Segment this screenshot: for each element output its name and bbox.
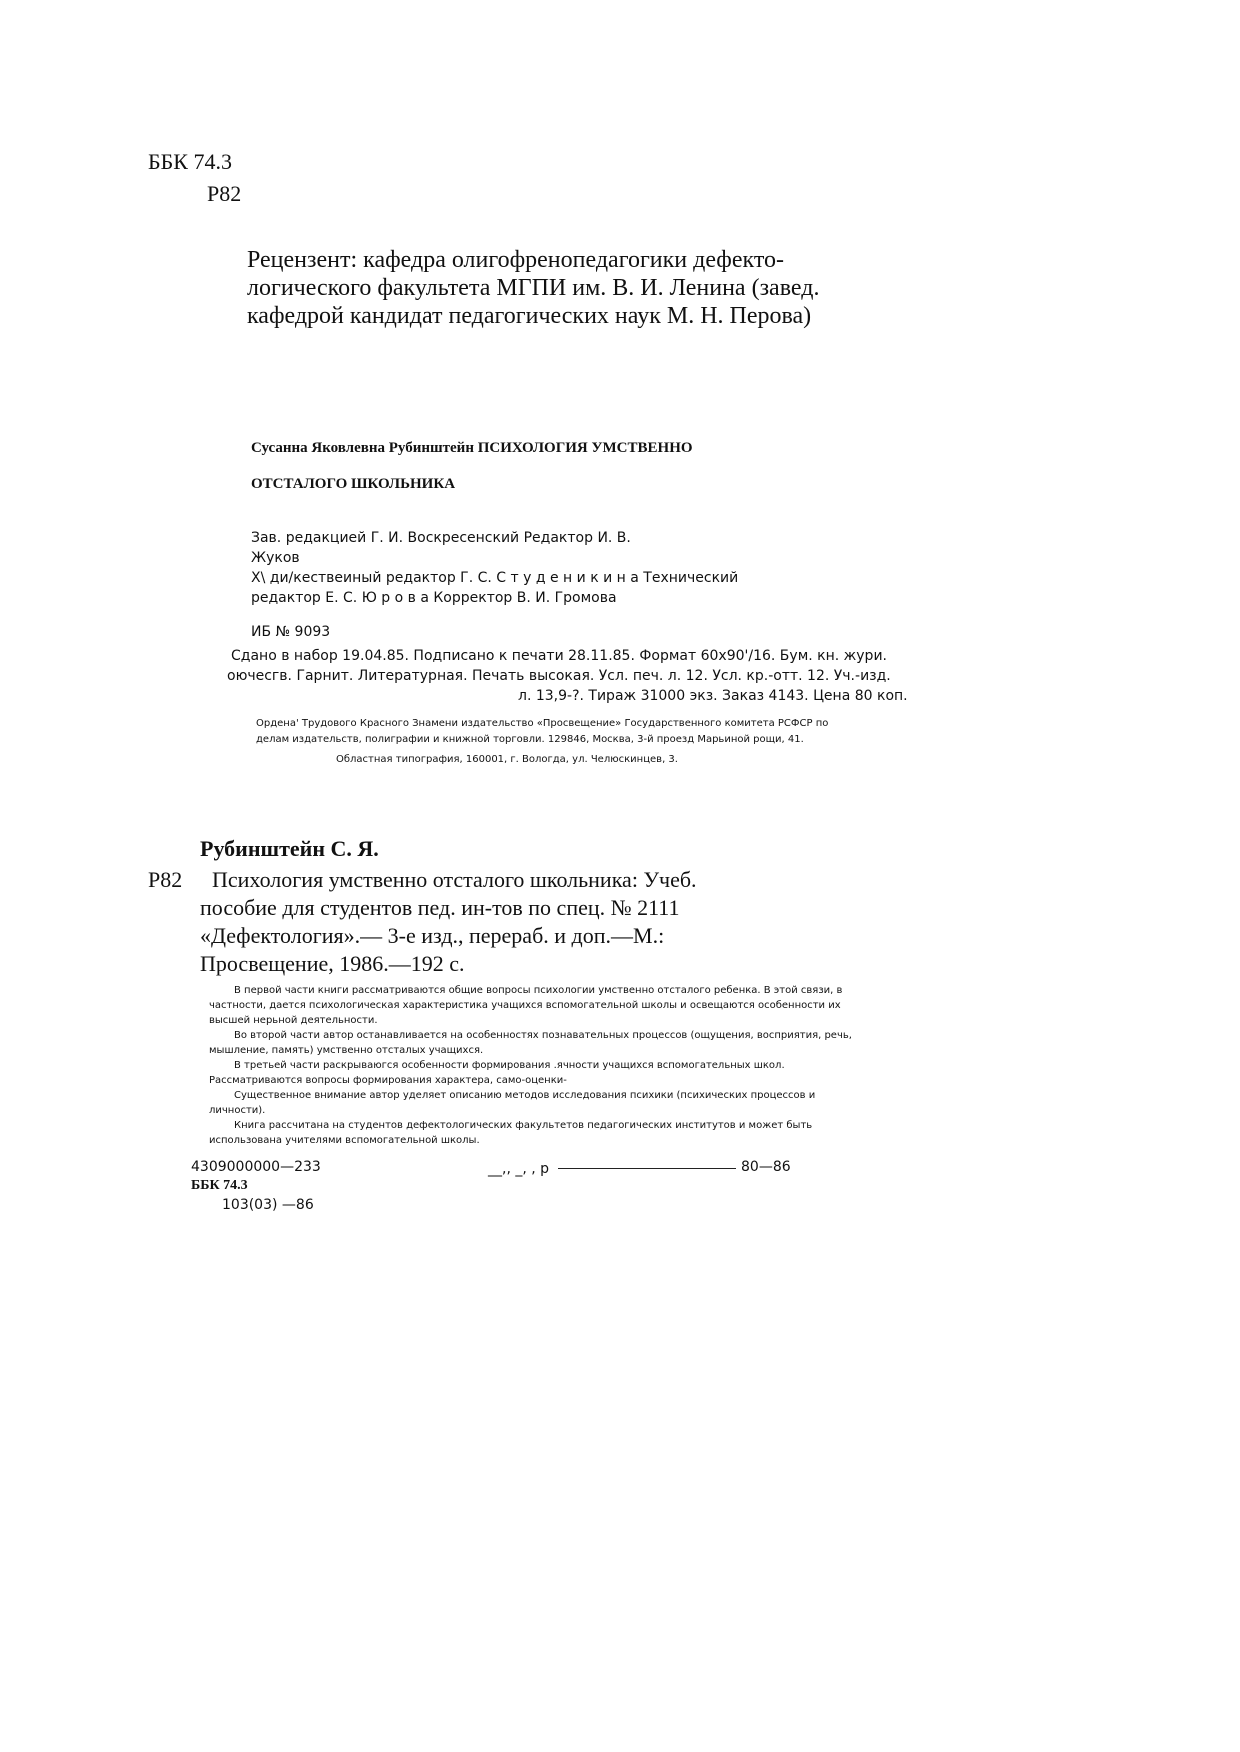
abstract-line: Книга рассчитана на студентов дефектологических факультетов педагогических институтов и может быть — [234, 1120, 813, 1131]
code-fragment: __,, _, , р — [488, 1161, 550, 1177]
abstract-line: мышление, память) умственно отсталых учащихся. — [209, 1045, 484, 1056]
sub-code: 103(03) —86 — [222, 1197, 314, 1213]
reviewer-line: логического факультета МГПИ им. В. И. Ленина (завед. — [247, 275, 820, 301]
tech-line: оючесгв. Гарнит. Литературная. Печать высокая. Усл. печ. л. 12. Усл. кр.-отт. 12. Уч.-изд. — [227, 668, 891, 684]
author-mark: Р82 — [207, 181, 242, 206]
book-title: Сусанна Яковлевна Рубинштейн ПСИХОЛОГИЯ УМСТВЕННО — [251, 440, 693, 456]
book-title: ОТСТАЛОГО ШКОЛЬНИКА — [251, 476, 456, 492]
staff-line: Зав. редакцией Г. И. Воскресенский Редактор И. В. — [251, 530, 631, 546]
staff-line: Жуков — [251, 550, 300, 566]
staff-line: редактор Е. С. Ю р о в а Корректор В. И. Громова — [251, 590, 617, 606]
card-description-line: Психология умственно отсталого школьника: Учеб. — [212, 867, 697, 892]
tech-line: л. 13,9-?. Тираж 31000 экз. Заказ 4143. Цена 80 коп. — [518, 688, 908, 704]
reviewer-line: Рецензент: кафедра олигофренопедагогики дефекто- — [247, 247, 784, 273]
index-code: 4309000000—233 — [191, 1159, 321, 1175]
abstract-line: Рассматриваются вопросы формирования характера, само-оценки- — [209, 1075, 567, 1086]
staff-line: Х\ ди/кествеиный редактор Г. С. С т у д е н и к и н а Технический — [251, 570, 739, 586]
publisher-line: делам издательств, полиграфии и книжной торговли. 129846, Москва, 3-й проезд Марьиной рощи, 41. — [256, 734, 804, 745]
abstract-line: Существенное внимание автор уделяет описанию методов исследования психики (психических процессов и — [234, 1090, 816, 1101]
abstract-line: Во второй части автор останавливается на особенностях познавательных процессов (ощущения, восприятия, речь, — [234, 1030, 852, 1041]
abstract-line: В первой части книги рассматриваются общие вопросы психологии умственно отсталого ребенка. В этой связи, в — [234, 985, 843, 996]
card-description-line: Просвещение, 1986.—192 с. — [200, 951, 465, 976]
publisher-line: Ордена' Трудового Красного Знамени издательство «Просвещение» Государственного комитета РСФСР по — [256, 718, 829, 729]
card-description-line: «Дефектология».— 3-е изд., перераб. и доп.—М.: — [200, 923, 665, 948]
price-code: 80—86 — [741, 1159, 791, 1175]
card-author: Рубинштейн С. Я. — [200, 836, 379, 861]
card-mark: Р82 — [148, 867, 183, 892]
card-description-line: пособие для студентов пед. ин-тов по спец. № 2111 — [200, 895, 680, 920]
abstract-line: использована учителями вспомогательной школы. — [209, 1135, 480, 1146]
ib-number: ИБ № 9093 — [251, 624, 331, 640]
code-rule — [558, 1168, 736, 1169]
reviewer-line: кафедрой кандидат педагогических наук М. Н. Перова) — [247, 303, 812, 329]
abstract-line: личности). — [209, 1105, 266, 1116]
abstract-line: частности, дается психологическая характеристика учащихся вспомогательной школы и освещаются особенности их — [209, 1000, 841, 1011]
printer-line: Областная типография, 160001, г. Вологда, ул. Челюскинцев, 3. — [336, 754, 678, 765]
abstract-line: В третьей части раскрываюгся особенности формирования .ячности учащихся вспомогательных школ. — [234, 1060, 785, 1071]
footer-bbk: ББК 74.3 — [191, 1178, 248, 1193]
bbk-code: ББК 74.3 — [148, 149, 232, 174]
abstract-line: высшей нерьной деятельности. — [209, 1015, 378, 1026]
tech-line: Сдано в набор 19.04.85. Подписано к печати 28.11.85. Формат 60х90'/16. Бум. кн. жури. — [231, 648, 887, 664]
